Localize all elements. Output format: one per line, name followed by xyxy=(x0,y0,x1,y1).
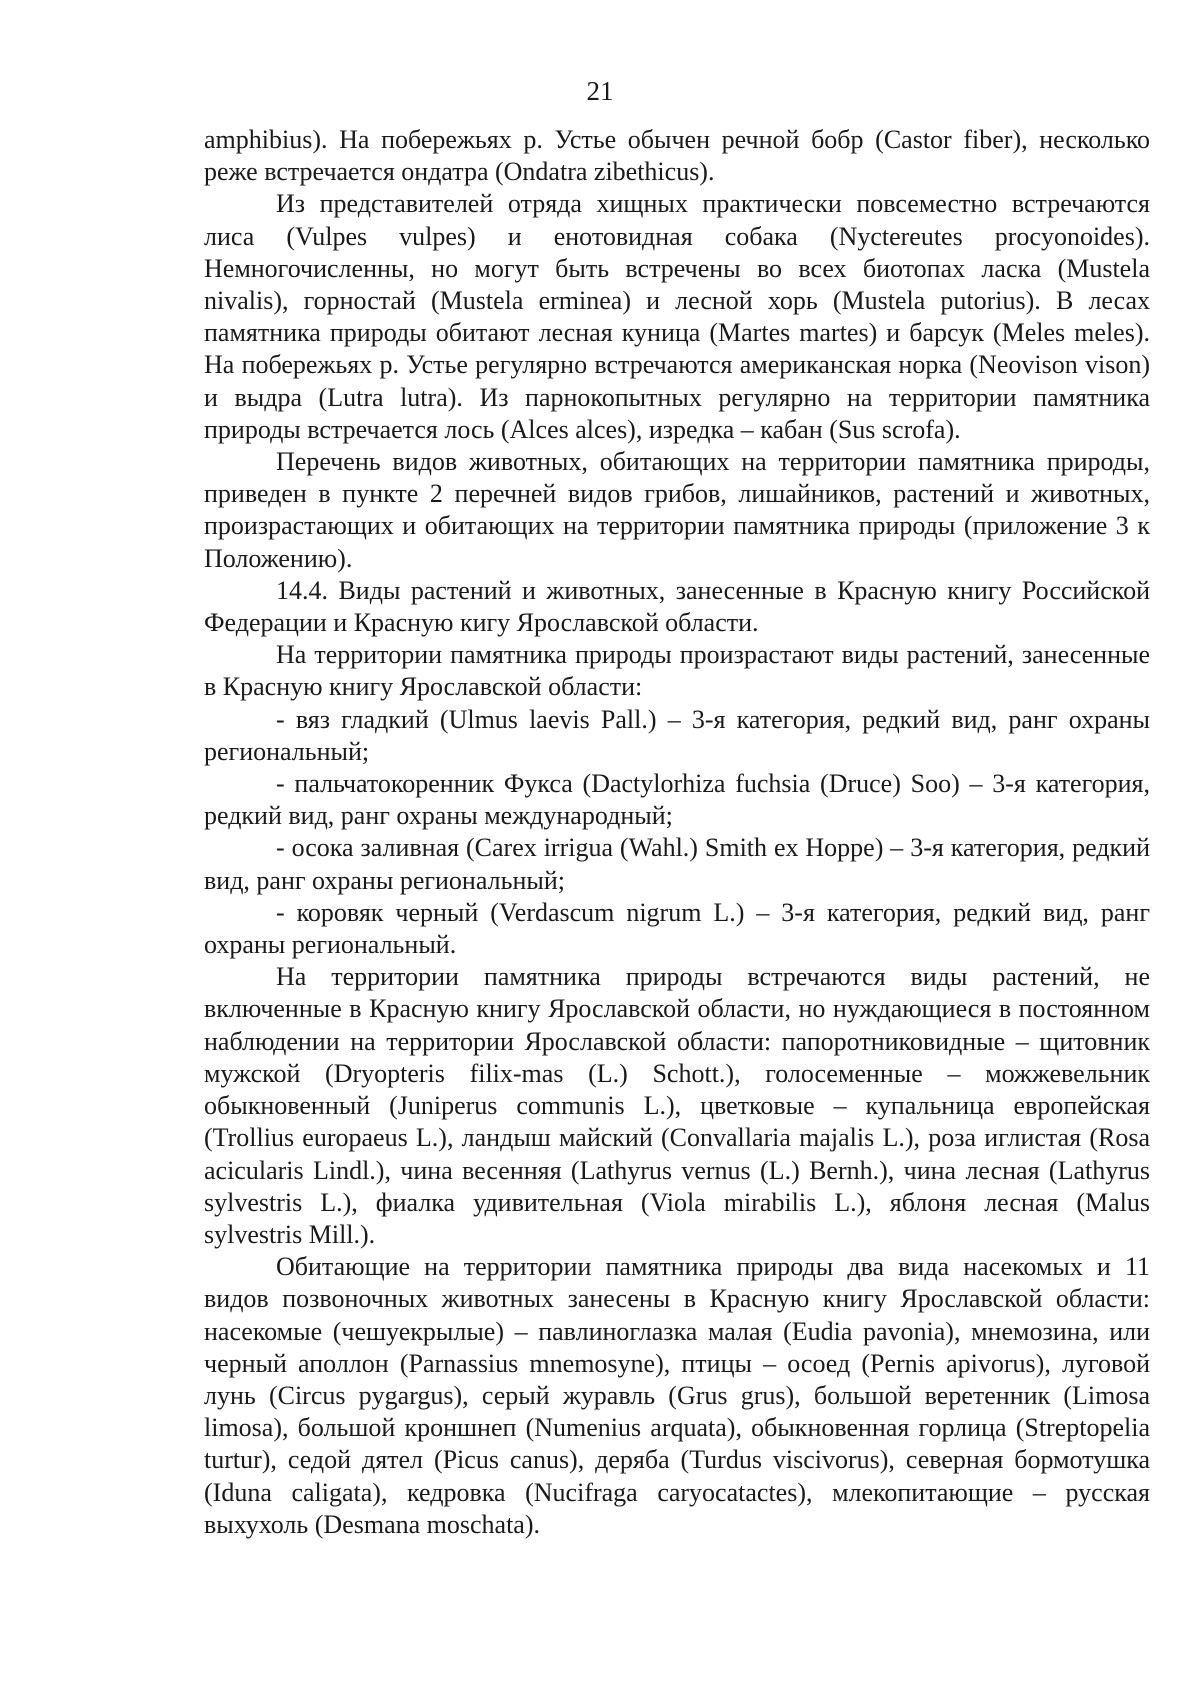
list-item: - осока заливная (Carex irrigua (Wahl.) Smith ex Hoppe) – 3-я категория, редкий вид, ранг охраны региональный; xyxy=(204,833,1150,895)
list-item: - коровяк черный (Verdascum nigrum L.) – 3-я категория, редкий вид, ранг охраны региональный. xyxy=(204,897,1150,960)
paragraph: Из представителей отряда хищных практически повсеместно встречаются лиса (Vulpes vulpes) и енотовидная собака (Nyctereutes procyonoides). Немногочисленны, но могут быть встречены во всех биотопах ласка (Mustela nivalis), горностай (Mustela erminea) и лесной хорь (Mustela putorius). В лесах памятника природы обитают лесная куница (Martes martes) и барсук (Meles meles). На побережьях р. Устье регулярно встречаются американская норка (Neovison vison) и выдра (Lutra lutra). Из парнокопытных регулярно на территории памятника природы встречается лось (Alces alces), изредка – кабан (Sus scrofa). xyxy=(204,189,1150,444)
list-item: - вяз гладкий (Ulmus laevis Pall.) – 3-я категория, редкий вид, ранг охраны региональный; xyxy=(204,704,1150,766)
document-body xyxy=(204,124,1150,1541)
section-heading: 14.4. Виды растений и животных, занесенные в Красную книгу Российской Федерации и Красную кигу Ярославской области. xyxy=(204,575,1150,638)
paragraph: amphibius). На побережьях р. Устье обычен речной бобр (Castor fiber), несколько реже встречается ондатра (Ondatra zibethicus). xyxy=(204,125,1150,187)
page-number: 21 xyxy=(586,76,614,106)
paragraph: Перечень видов животных, обитающих на территории памятника природы, приведен в пункте 2 перечней видов грибов, лишайников, растений и животных, произрастающих и обитающих на территории памятника природы (приложение 3 к Положению). xyxy=(204,447,1150,573)
paragraph: На территории памятника природы встречаются виды растений, не включенные в Красную книгу Ярославской области, но нуждающиеся в постоянном наблюдении на территории Ярославской области: папоротниковидные – щитовник мужской (Dryopteris filix-mas (L.) Schott.), голосеменные – можжевельник обыкновенный (Juniperus communis L.), цветковые – купальница европейская (Trollius europaeus L.), ландыш майский (Convallaria majalis L.), роза иглистая (Rosa acicularis Lindl.), чина весенняя (Lathyrus vernus (L.) Bernh.), чина лесная (Lathyrus sylvestris L.), фиалка удивительная (Viola mirabilis L.), яблоня лесная (Malus sylvestris Mill.). xyxy=(204,962,1150,1249)
paragraph: Обитающие на территории памятника природы два вида насекомых и 11 видов позвоночных животных занесены в Красную книгу Ярославской области: насекомые (чешуекрылые) – павлиноглазка малая (Eudia pavonia), мнемозина, или черный аполлон (Parnassius mnemosyne), птицы – осоед (Pernis apivorus), луговой лунь (Circus pygargus), серый журавль (Grus grus), большой веретенник (Limosa limosa), большой кроншнеп (Numenius arquata), обыкновенная горлица (Streptopelia turtur), седой дятел (Picus canus), деряба (Turdus viscivorus), северная бормотушка (Iduna caligata), кедровка (Nucifraga caryocatactes), млекопитающие – русская выхухоль (Desmana moschata). xyxy=(204,1252,1150,1539)
paragraph: На территории памятника природы произрастают виды растений, занесенные в Красную книгу Ярославской области: xyxy=(204,640,1150,702)
list-item: - пальчатокоренник Фукса (Dactylorhiza fuchsia (Druce) Soo) – 3-я категория, редкий вид, ранг охраны международный; xyxy=(204,769,1150,831)
